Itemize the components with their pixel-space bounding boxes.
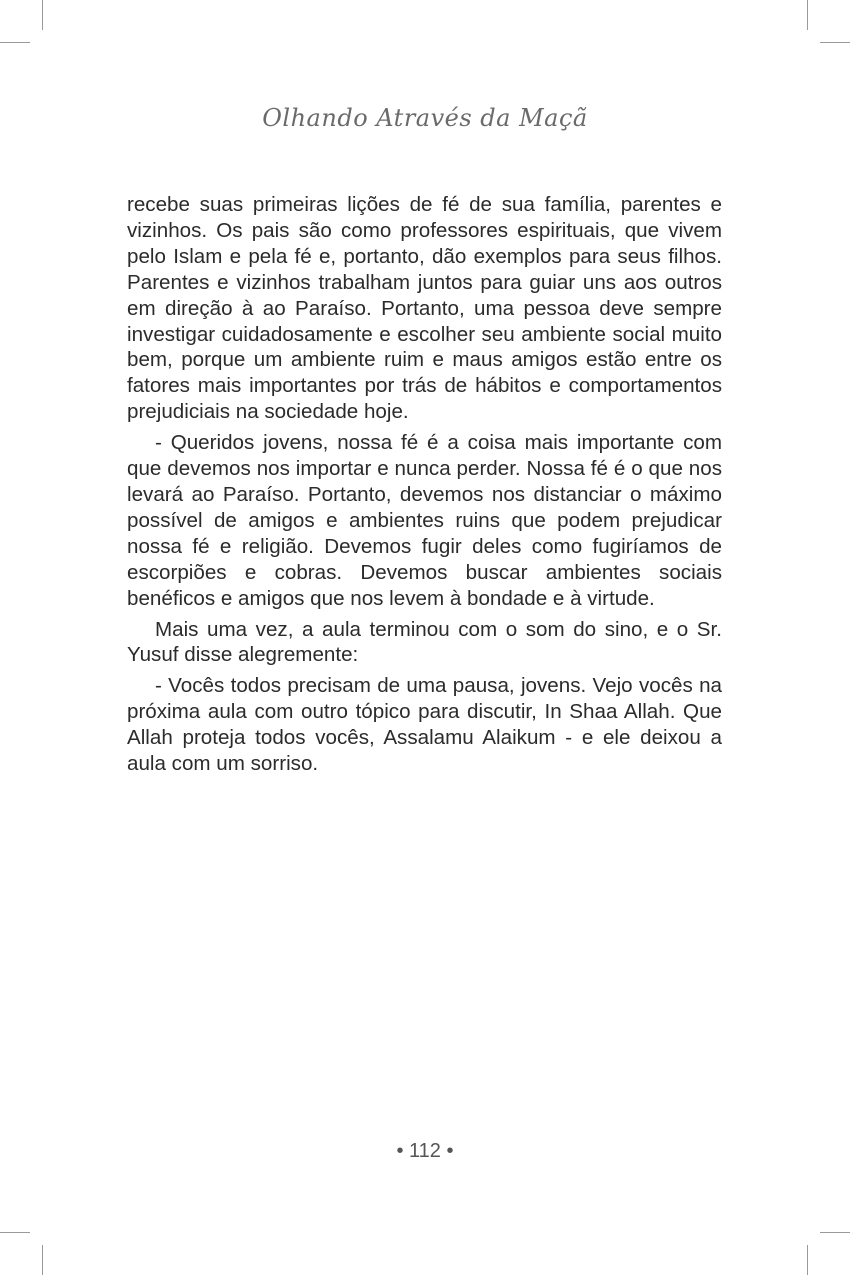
running-head: Olhando Através da Maçã <box>262 104 588 132</box>
paragraph: - Queridos jovens, nossa fé é a coisa mais importante com que devemos nos importar e nunca perder. Nossa fé é o que nos levará ao Paraíso. Portanto, devemos nos distanciar o máximo possível de amigos e ambientes ruins que podem prejudicar nossa fé e religião. Devemos fugir deles como fugiríamos de escorpiões e cobras. Devemos buscar ambientes sociais benéficos e amigos que nos levem à bondade e à virtude. <box>127 431 722 610</box>
crop-mark-top-right-horizontal <box>820 42 850 43</box>
paragraph: recebe suas primeiras lições de fé de sua família, parentes e vizinhos. Os pais são como professores espirituais, que vivem pelo Islam e pela fé e, portanto, dão exemplos para seus filhos. Parentes e vizinhos trabalham juntos para guiar uns aos outros em direção à ao Paraíso. Portanto, uma pessoa deve sempre investigar cuidadosamente e escolher seu ambiente social muito bem, porque um ambiente ruim e maus amigos estão entre os fatores mais importantes por trás de hábitos e comportamentos prejudiciais na sociedade hoje. <box>127 193 722 424</box>
crop-mark-bottom-right-horizontal <box>820 1232 850 1233</box>
page-number: • 112 • <box>396 1140 454 1162</box>
crop-mark-bottom-right-vertical <box>807 1245 808 1275</box>
crop-mark-bottom-left-vertical <box>42 1245 43 1275</box>
crop-mark-bottom-left-horizontal <box>0 1232 30 1233</box>
paragraph: Mais uma vez, a aula terminou com o som do sino, e o Sr. Yusuf disse alegremente: <box>127 617 722 667</box>
crop-mark-top-left-vertical <box>42 0 43 30</box>
crop-mark-top-right-vertical <box>807 0 808 30</box>
body-text <box>127 192 722 782</box>
crop-mark-top-left-horizontal <box>0 42 30 43</box>
paragraph: - Vocês todos precisam de uma pausa, jovens. Vejo vocês na próxima aula com outro tópico para discutir, In Shaa Allah. Que Allah proteja todos vocês, Assalamu Alaikum - e ele deixou a aula com um sorriso. <box>127 674 722 776</box>
